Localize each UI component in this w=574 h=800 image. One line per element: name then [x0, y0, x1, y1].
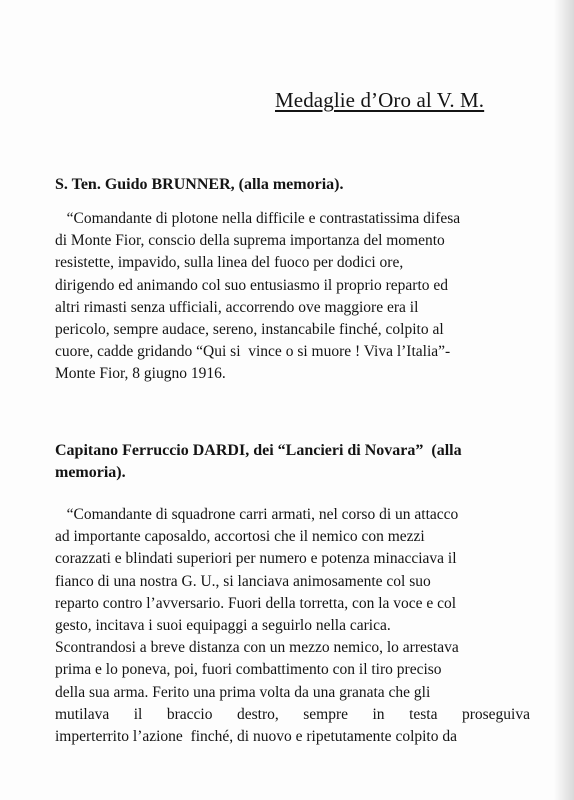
- entry-heading-line: Capitano Ferruccio DARDI, dei “Lancieri di Novara” (alla: [55, 442, 462, 459]
- citation-line: prima e lo poneva, poi, fuori combattimento con il tiro preciso: [55, 661, 442, 679]
- citation-line: “Comandante di plotone nella difficile e contrastatissima difesa: [55, 210, 461, 227]
- citation-line: “Comandante di squadrone carri armati, nel corso di un attacco: [55, 506, 459, 523]
- citation-brunner: [55, 208, 530, 386]
- citation-line: resistette, impavido, sulla linea del fuoco per dodici ore,: [55, 254, 404, 272]
- citation-line: reparto contro l’avversario. Fuori della torretta, con la voce e col: [55, 594, 457, 612]
- citation-line: altri rimasti senza ufficiali, accorrendo ove maggiore era il: [55, 298, 419, 316]
- page-edge-shadow: [554, 0, 574, 800]
- citation-line: cuore, cadde gridando “Qui si vince o si muore ! Viva l’Italia”-: [55, 343, 451, 361]
- citation-line: Monte Fior, 8 giugno 1916.: [55, 365, 226, 383]
- citation-line: corazzati e blindati superiori per numero e potenza minacciava il: [55, 550, 457, 568]
- citation-line: Scontrandosi a breve distanza con un mezzo nemico, lo arrestava: [55, 639, 459, 657]
- citation-line: fianco di una nostra G. U., si lanciava animosamente col suo: [55, 572, 431, 590]
- entry-heading-line: memoria).: [55, 464, 126, 481]
- citation-line: pericolo, sempre audace, sereno, instancabile finché, colpito al: [55, 321, 444, 339]
- citation-line: gesto, incitava i suoi equipaggi a seguirlo nella carica.: [55, 617, 391, 635]
- citation-line: di Monte Fior, conscio della suprema importanza del momento: [55, 232, 445, 250]
- citation-line: dirigendo ed animando col suo entusiasmo il proprio reparto ed: [55, 276, 449, 294]
- citation-line: imperterrito l’azione finché, di nuovo e ripetutamente colpito da: [55, 728, 457, 746]
- citation-dardi: [55, 504, 530, 748]
- page-title: Medaglie d’Oro al V. M.: [275, 88, 485, 112]
- entry-heading-dardi: [55, 440, 525, 484]
- citation-line: mutilava il braccio destro, sempre in testa proseguiva: [55, 705, 530, 723]
- citation-line: della sua arma. Ferito una prima volta da una granata che gli: [55, 683, 431, 701]
- entry-heading-brunner: S. Ten. Guido BRUNNER, (alla memoria).: [55, 176, 344, 193]
- citation-line: ad importante caposaldo, accortosi che il nemico con mezzi: [55, 528, 425, 546]
